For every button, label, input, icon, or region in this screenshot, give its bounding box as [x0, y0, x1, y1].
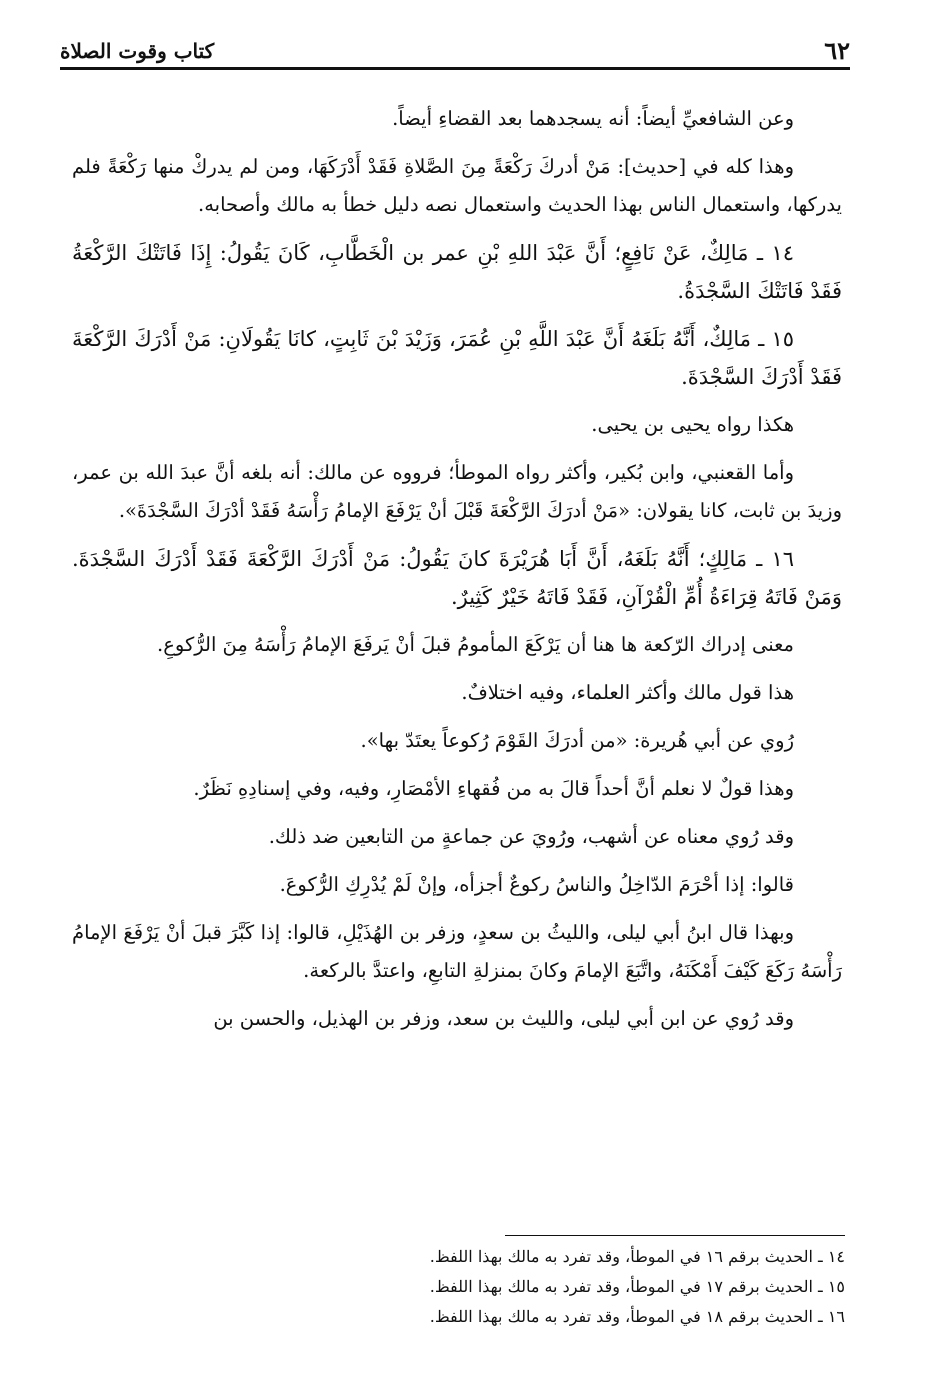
- running-header: [60, 30, 850, 70]
- paragraph: هكذا رواه يحيى بن يحيى.: [591, 413, 794, 436]
- paragraph: معنى إدراك الرّكعة ها هنا أن يَرْكَعَ المأمومُ قبلَ أنْ يَرفَعَ الإمامُ رَأْسَهُ مِنَ الرُّكوعِ.: [157, 633, 794, 656]
- hadith-15: ١٥ ـ مَالِكٌ، أَنَّهُ بَلَغَهُ أَنَّ عَبْدَ اللَّهِ بْنِ عُمَرَ، وَزَيْدَ بْنَ ثَابِتٍ، كانَا يَقُولَانِ: مَنْ أَدْرَكَ الرَّكْعَةَ فَقَدْ أَدْرَكَ السَّجْدَةَ.: [72, 327, 842, 389]
- paragraph: وقد رُوي معناه عن أشهب، ورُويَ عن جماعةٍ من التابعين ضد ذلك.: [268, 825, 794, 848]
- paragraph: وأما القعنبي، وابن بُكير، وأكثر رواه الموطأ؛ فرووه عن مالك: أنه بلغه أنَّ عبدَ الله بن عمر، وزيدَ بن ثابت، كانا يقولان: «مَنْ أدرَكَ الرَّكْعَةَ قَبْلَ أنْ يَرْفَعَ الإمامُ رَأْسَهُ فَقَدْ أدْرَكَ السَّجْدَةَ».: [72, 461, 842, 522]
- paragraph: وعن الشافعيِّ أيضاً: أنه يسجدهما بعد القضاءِ أيضاً.: [392, 107, 794, 130]
- chapter-title: كتاب وقوت الصلاة: [60, 39, 215, 63]
- footnotes: [105, 1242, 845, 1332]
- paragraph: رُوي عن أبي هُريرة: «من أدرَكَ القَوْمَ رُكوعاً يعتَدّ بها».: [360, 729, 794, 752]
- paragraph: وهذا قولٌ لا نعلم أنَّ أحداً قالَ به من فُقهاءِ الأمْصَارِ، وفيه، وفي إسنادِهِ نَظَرٌ.: [193, 777, 794, 800]
- footnote-16: ١٦ ـ الحديث برقم ١٨ في الموطأ، وقد تفرد به مالك بهذا اللفظ.: [429, 1307, 845, 1326]
- footnote-14: ١٤ ـ الحديث برقم ١٦ في الموطأ، وقد تفرد به مالك بهذا اللفظ.: [429, 1247, 845, 1266]
- page-number: ٦٢: [824, 36, 850, 65]
- hadith-14: ١٤ ـ مَالِكٌ، عَنْ نَافِعٍ؛ أَنَّ عَبْدَ اللهِ بْنِ عمر بن الْخَطَّابِ، كَانَ يَقُولُ: إِذَا فَاتَتْكَ الرَّكْعَةُ فَقَدْ فَاتَتْكَ السَّجْدَةُ.: [72, 241, 842, 303]
- paragraph: هذا قول مالك وأكثر العلماء، وفيه اختلافٌ.: [461, 681, 794, 704]
- paragraph: وبهذا قال ابنُ أبي ليلى، والليثُ بن سعدٍ، وزفر بن الهُذَيْلِ، قالوا: إذا كَبَّرَ قبلَ أنْ يَرْفَعَ الإمامُ رَأْسَهُ رَكَعَ كَيْفَ أَمْكَنَهُ، واتَّبَعَ الإمامَ وكانَ بمنزلةِ التابعِ، واعتدَّ بالركعة.: [72, 921, 842, 982]
- paragraph: وهذا كله في [حديث]: مَنْ أدركَ رَكْعَةً مِنَ الصَّلاةِ فَقَدْ أَدْرَكَهَا، ومن لم يدركْ منها رَكْعَةً فلم يدركها، واستعمال الناس بهذا الحديث واستعمال نصه دليل خطأ به مالك وأصحابه.: [72, 155, 842, 216]
- main-text: [72, 100, 842, 1048]
- paragraph: قالوا: إذا أحْرَمَ الدّاخِلُ والناسُ ركوعٌ أجزأه، وإنْ لَمْ يُدْرِكِ الرُّكوعَ.: [279, 873, 794, 896]
- footnote-divider: [505, 1235, 845, 1236]
- hadith-16: ١٦ ـ مَالِكٍ؛ أَنَّهُ بَلَغَهُ، أَنَّ أَبَا هُرَيْرَةَ كانَ يَقُولُ: مَنْ أَدْرَكَ الرَّكْعَةَ فَقَدْ أَدْرَكَ السَّجْدَةَ. وَمَنْ فَاتَهُ قِرَاءَةُ أُمِّ الْقُرْآنِ، فَقَدْ فَاتَهُ خَيْرٌ كَثِيرٌ.: [72, 547, 842, 609]
- footnote-15: ١٥ ـ الحديث برقم ١٧ في الموطأ، وقد تفرد به مالك بهذا اللفظ.: [429, 1277, 845, 1296]
- paragraph: وقد رُوي عن ابن أبي ليلى، والليث بن سعد، وزفر بن الهذيل، والحسن بن: [213, 1007, 794, 1030]
